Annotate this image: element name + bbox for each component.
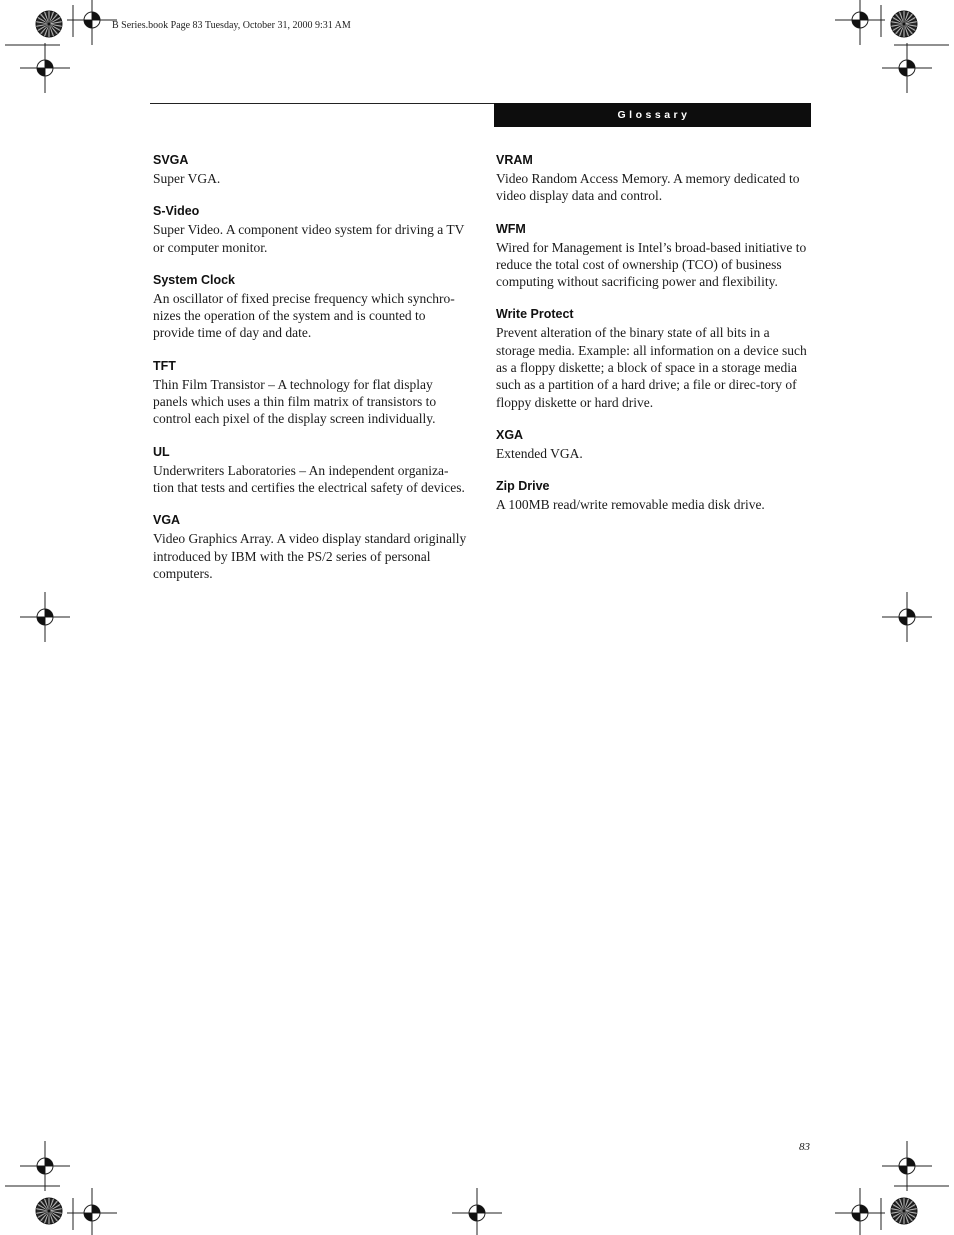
registration-target-icon bbox=[882, 43, 932, 93]
registration-target-icon bbox=[882, 592, 932, 642]
glossary-term: VRAM bbox=[496, 153, 533, 167]
header-rule bbox=[150, 103, 494, 104]
section-header-bar bbox=[494, 103, 811, 127]
glossary-term: SVGA bbox=[153, 153, 189, 167]
glossary-term: System Clock bbox=[153, 272, 235, 287]
glossary-term: S-Video bbox=[153, 204, 200, 219]
registration-star-icon bbox=[36, 11, 62, 37]
glossary-entry bbox=[153, 445, 468, 497]
glossary-definition: An oscillator of fixed precise frequency which synchro-nizes the operation of the system and is counted to provide time of day and date. bbox=[153, 290, 455, 341]
registration-star-icon bbox=[891, 1198, 917, 1224]
registration-target-icon bbox=[20, 1141, 70, 1191]
glossary-entry bbox=[496, 222, 811, 291]
glossary-definition: Wired for Management is Intel’s broad-based initiative to reduce the total cost of ownership (TCO) of business computing without sacrificing power and flexibility. bbox=[496, 239, 807, 290]
glossary-entry bbox=[153, 273, 468, 342]
glossary-column-left bbox=[153, 153, 468, 599]
registration-target-icon bbox=[835, 1188, 885, 1235]
glossary-definition: Super VGA. bbox=[153, 171, 221, 186]
glossary-entry bbox=[153, 153, 468, 187]
glossary-entry bbox=[153, 513, 468, 582]
page-number: 83 bbox=[799, 1141, 810, 1153]
registration-target-icon bbox=[20, 592, 70, 642]
glossary-term: Zip Drive bbox=[496, 479, 550, 494]
glossary-entry bbox=[496, 153, 811, 205]
glossary-entry bbox=[153, 204, 468, 256]
registration-star-icon bbox=[891, 11, 917, 37]
glossary-term: UL bbox=[153, 444, 170, 459]
registration-target-icon bbox=[882, 1141, 932, 1191]
glossary-entry bbox=[153, 359, 468, 428]
registration-target-icon bbox=[67, 0, 117, 45]
glossary-definition: Underwriters Laboratories – An independent organiza-tion that tests and certifies the electrical safety of devices. bbox=[153, 462, 465, 495]
glossary-entry bbox=[496, 479, 811, 513]
print-slug: B Series.book Page 83 Tuesday, October 31, 2000 9:31 AM bbox=[112, 20, 351, 31]
registration-target-icon bbox=[20, 43, 70, 93]
glossary-definition: Super Video. A component video system for driving a TV or computer monitor. bbox=[153, 222, 465, 255]
glossary-term: TFT bbox=[153, 358, 176, 373]
glossary-term: XGA bbox=[496, 427, 524, 442]
glossary-entry bbox=[496, 428, 811, 462]
glossary-definition: Prevent alteration of the binary state of all bits in a storage media. Example: all information on a device such as a floppy diskette; a block of space in a storage media such as a partition of a hard drive; a file or direc-tory of floppy diskette or hard drive. bbox=[496, 325, 807, 410]
registration-target-icon bbox=[835, 0, 885, 45]
registration-target-icon bbox=[67, 1188, 117, 1235]
registration-target-icon bbox=[452, 1188, 502, 1235]
glossary-entry bbox=[496, 307, 811, 410]
glossary-definition: A 100MB read/write removable media disk drive. bbox=[496, 497, 765, 513]
glossary-definition: Video Random Access Memory. A memory dedicated to video display data and control. bbox=[496, 171, 800, 204]
glossary-definition: Thin Film Transistor – A technology for flat display panels which uses a thin film matrix of transistors to control each pixel of the display screen individually. bbox=[153, 376, 437, 427]
registration-star-icon bbox=[36, 1198, 62, 1224]
glossary-definition: Video Graphics Array. A video display standard originally introduced by IBM with the PS/2 series of personal computers. bbox=[153, 531, 467, 581]
section-title: Glossary bbox=[617, 109, 691, 121]
glossary-definition: Extended VGA. bbox=[496, 445, 583, 461]
glossary-term: VGA bbox=[153, 513, 181, 528]
glossary-term: Write Protect bbox=[496, 307, 574, 322]
glossary-term: WFM bbox=[496, 221, 526, 236]
glossary-column-right bbox=[496, 153, 811, 531]
